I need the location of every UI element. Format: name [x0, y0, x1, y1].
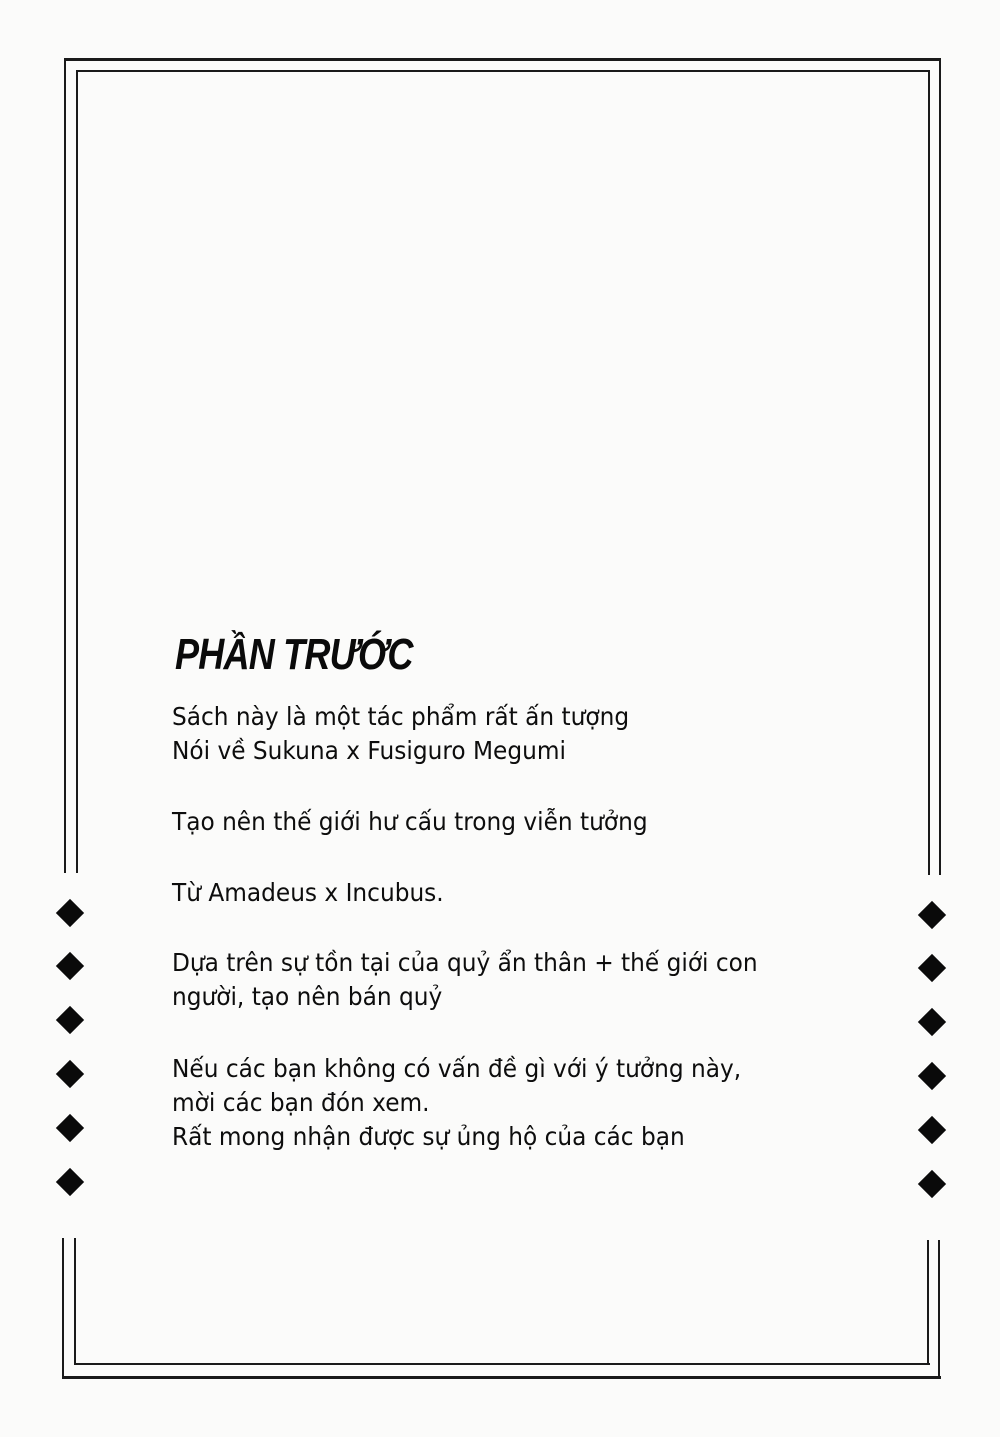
- frame-inner-left-top: [76, 70, 78, 873]
- diamond-icon: [918, 901, 946, 929]
- text-line: Nói về Sukuna x Fusiguro Megumi: [172, 736, 566, 765]
- frame-outer-left-top: [64, 58, 66, 873]
- diamond-icon: [918, 1062, 946, 1090]
- text-line: Dựa trên sự tồn tại của quỷ ẩn thân + thế giới con: [172, 948, 758, 977]
- frame-outer-right-bottom: [938, 1240, 940, 1379]
- text-line: Tạo nên thế giới hư cấu trong viễn tưởng: [172, 807, 648, 836]
- frame-outer-left-bottom: [62, 1238, 64, 1379]
- diamond-icon: [56, 1006, 84, 1034]
- text-line: Từ Amadeus x Incubus.: [172, 878, 444, 907]
- frame-outer-bottom: [64, 1376, 941, 1379]
- diamond-icon: [918, 1008, 946, 1036]
- frame-inner-right-top: [928, 70, 930, 875]
- page-heading: PHẦN TRƯỚC: [175, 630, 413, 679]
- text-line: mời các bạn đón xem.: [172, 1088, 430, 1117]
- diamond-icon: [918, 1116, 946, 1144]
- diamond-icon: [56, 899, 84, 927]
- diamond-icon: [56, 1060, 84, 1088]
- diamond-icon: [918, 954, 946, 982]
- diamond-icon: [56, 1114, 84, 1142]
- diamond-icon: [56, 952, 84, 980]
- frame-inner-top: [76, 70, 930, 72]
- text-line: Sách này là một tác phẩm rất ấn tượng: [172, 702, 630, 731]
- text-line: người, tạo nên bán quỷ: [172, 982, 443, 1011]
- frame-outer-top: [64, 58, 941, 61]
- diamond-icon: [56, 1168, 84, 1196]
- frame-inner-left-bottom: [74, 1238, 76, 1365]
- frame-outer-right-top: [939, 58, 941, 875]
- text-line: Rất mong nhận được sự ủng hộ của các bạn: [172, 1122, 685, 1151]
- text-line: Nếu các bạn không có vấn đề gì với ý tưởng này,: [172, 1054, 742, 1083]
- frame-inner-bottom: [74, 1363, 930, 1365]
- frame-inner-right-bottom: [927, 1240, 929, 1365]
- diamond-icon: [918, 1170, 946, 1198]
